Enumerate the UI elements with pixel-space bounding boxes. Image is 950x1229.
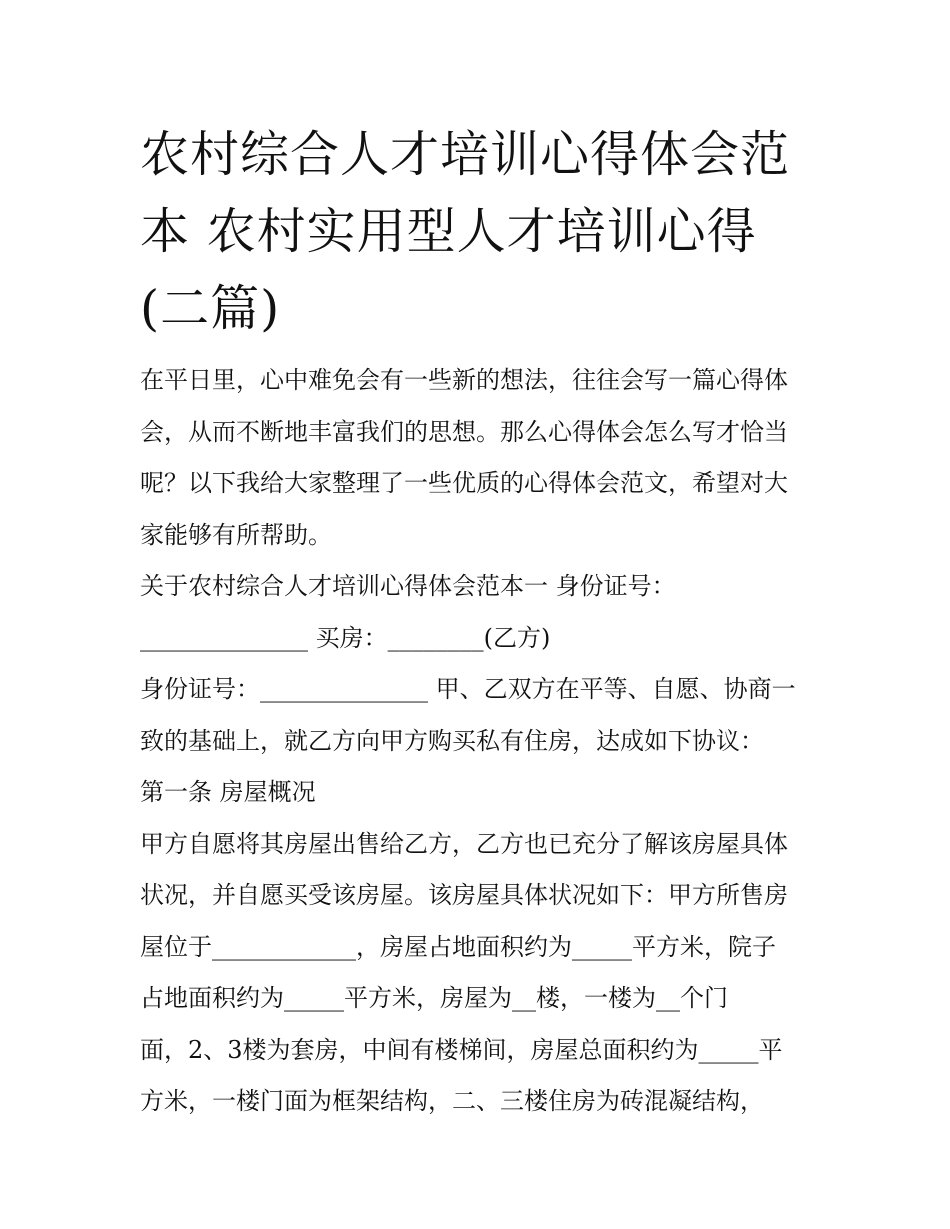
id-number-line: 身份证号：______________ 甲、乙双方在平等、自愿、协商一 (140, 675, 796, 703)
body-line-14: 面，2、3楼为套房，中间有楼梯间，房屋总面积约为_____平 (140, 1035, 783, 1064)
section-heading-line: 关于农村综合人才培训心得体会范本一 身份证号： (140, 572, 676, 600)
body-line-2: 会，从而不断地丰富我们的思想。那么心得体会怎么写才恰当 (140, 417, 788, 446)
body-line-15: 方米，一楼门面为框架结构，二、三楼住房为砖混凝结构， (140, 1087, 764, 1115)
article-one-heading: 第一条 房屋概况 (140, 778, 316, 806)
document-body (140, 355, 820, 1128)
body-line-12: 屋位于____________，房屋占地面积约为_____平方米，院子 (140, 932, 776, 961)
body-line-11: 状况，并自愿买受该房屋。该房屋具体状况如下：甲方所售房 (140, 881, 788, 909)
body-line-3: 呢？以下我给大家整理了一些优质的心得体会范文，希望对大 (140, 469, 788, 497)
body-line-13: 占地面积约为_____平方米，房屋为__楼，一楼为__个门 (140, 984, 728, 1012)
body-line-1: 在平日里，心中难免会有一些新的想法，往往会写一篇心得体 (140, 366, 788, 394)
body-line-4: 家能够有所帮助。 (140, 520, 332, 549)
title-line-1: 农村综合人才培训心得体会范 (140, 126, 791, 183)
body-line-10: 甲方自愿将其房屋出售给乙方，乙方也已充分了解该房屋具体 (140, 829, 788, 858)
buyer-line: ______________ 买房：________(乙方) (140, 623, 551, 652)
agreement-line: 致的基础上，就乙方向甲方购买私有住房，达成如下协议： (140, 726, 764, 755)
title-line-2: 本 农村实用型人才培训心得 (140, 203, 757, 260)
title-line-3: (二篇) (140, 280, 281, 337)
document-title (140, 116, 820, 347)
